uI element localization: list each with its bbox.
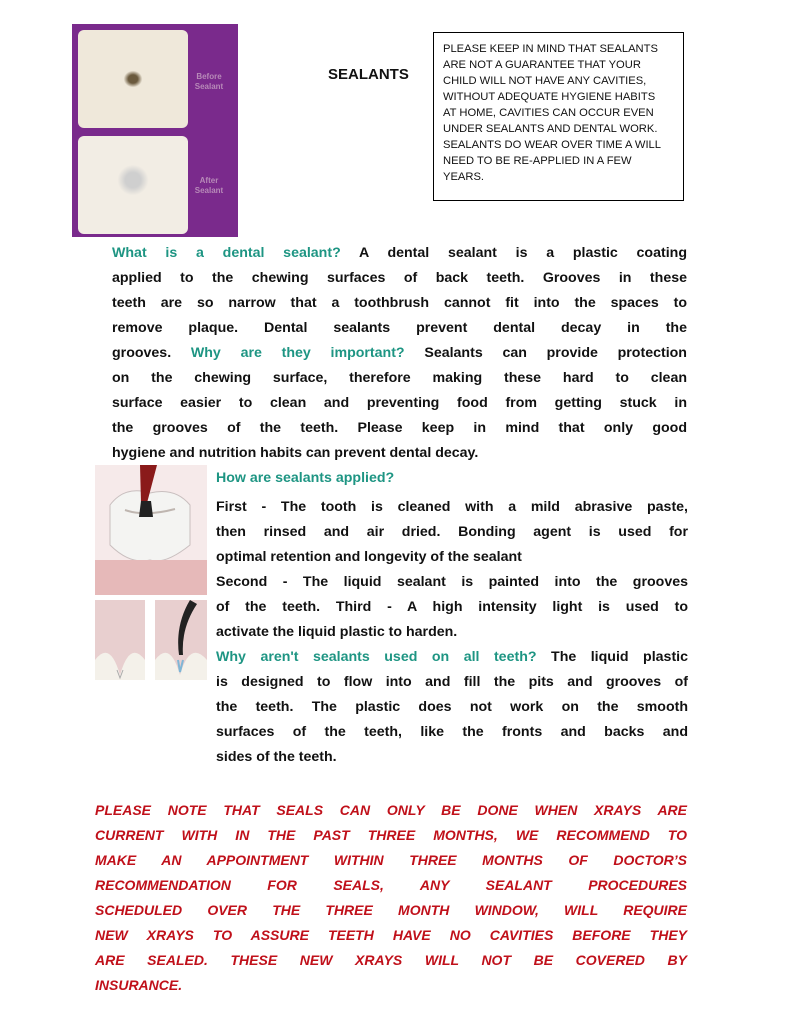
before-label: Before Sealant (194, 72, 224, 91)
warning-line: RECOMMENDATION FOR SEALS, ANY SEALANT PROCEDURES (95, 877, 687, 893)
paragraph-line: of the teeth. Third - A high intensity light is used to (216, 599, 688, 615)
notice-line: NEED TO BE RE-APPLIED IN A FEW (443, 155, 632, 167)
paragraph-line (216, 647, 688, 667)
paragraph-line: First - The tooth is cleaned with a mild abrasive paste, (216, 499, 688, 515)
warning-line: PLEASE NOTE THAT SEALS CAN ONLY BE DONE WHEN XRAYS ARE (95, 802, 687, 818)
paragraph-line: teeth are so narrow that a toothbrush cannot fit into the spaces to (112, 295, 687, 311)
paragraph-line: surfaces of the teeth, like the fronts and backs and (216, 724, 688, 740)
warning-line: ARE SEALED. THESE NEW XRAYS WILL NOT BE COVERED BY (95, 952, 687, 968)
paragraph-text: A dental sealant is a plastic coating (340, 245, 687, 261)
paragraph-line: hygiene and nutrition habits can prevent dental decay. (112, 445, 479, 461)
section-heading: How are sealants applied? (216, 470, 395, 486)
paragraph-line: the teeth. The plastic does not work on the smooth (216, 699, 688, 715)
question-heading: Why aren't sealants used on all teeth? (216, 649, 537, 665)
paragraph-line: on the chewing surface, therefore making these hard to clean (112, 370, 687, 386)
before-after-sealant-image (72, 24, 238, 237)
warning-line: INSURANCE. (95, 977, 183, 993)
paragraph-line (112, 343, 687, 363)
paragraph-line: sides of the teeth. (216, 749, 337, 765)
after-label: After Sealant (194, 176, 224, 195)
paragraph-line: is designed to flow into and fill the pits and grooves of (216, 674, 688, 690)
sealant-light-illustration (95, 600, 207, 680)
paragraph-line: remove plaque. Dental sealants prevent dental decay in the (112, 320, 687, 336)
notice-line: AT HOME, CAVITIES CAN OCCUR EVEN (443, 107, 654, 119)
tooth-before-image (78, 30, 188, 128)
notice-line: WITHOUT ADEQUATE HYGIENE HABITS (443, 91, 656, 103)
warning-line: MAKE AN APPOINTMENT WITHIN THREE MONTHS OF DOCTOR’S (95, 852, 687, 868)
brush-tooth-drawing (95, 465, 207, 595)
notice-line: ARE NOT A GUARANTEE THAT YOUR (443, 59, 641, 71)
question-heading: Why are they important? (190, 345, 405, 361)
paragraph-line: surface easier to clean and preventing food from getting stuck in (112, 395, 687, 411)
warning-line: SCHEDULED OVER THE THREE MONTH WINDOW, WILL REQUIRE (95, 902, 687, 918)
paragraph-text: The liquid plastic (536, 649, 688, 665)
paragraph-line: activate the liquid plastic to harden. (216, 624, 458, 640)
notice-line: CHILD WILL NOT HAVE ANY CAVITIES, (443, 75, 647, 87)
paragraph-line: then rinsed and air dried. Bonding agent is used for (216, 524, 688, 540)
paragraph-line: the grooves of the teeth. Please keep in mind that only good (112, 420, 687, 436)
paragraph-line: optimal retention and longevity of the sealant (216, 549, 522, 565)
notice-line: SEALANTS DO WEAR OVER TIME A WILL (443, 139, 662, 151)
warning-line: NEW XRAYS TO ASSURE TEETH HAVE NO CAVITIES BEFORE THEY (95, 927, 687, 943)
tooth-groove-drawings (95, 600, 207, 680)
page-title: SEALANTS (328, 66, 409, 83)
tooth-after-image (78, 136, 188, 234)
notice-line: YEARS. (443, 171, 485, 183)
sealant-application-illustration (95, 465, 207, 595)
notice-line: UNDER SEALANTS AND DENTAL WORK. (443, 123, 658, 135)
paragraph-text: Sealants can provide protection (404, 345, 687, 361)
paragraph-text: grooves. (112, 345, 191, 361)
question-heading: What is a dental sealant? (112, 245, 341, 261)
paragraph-line (112, 243, 687, 263)
paragraph-line: Second - The liquid sealant is painted into the grooves (216, 574, 688, 590)
paragraph-line: applied to the chewing surfaces of back teeth. Grooves in these (112, 270, 687, 286)
warning-line: CURRENT WITH IN THE PAST THREE MONTHS, WE RECOMMEND TO (95, 827, 687, 843)
notice-box (433, 32, 684, 201)
notice-line: PLEASE KEEP IN MIND THAT SEALANTS (443, 43, 658, 55)
